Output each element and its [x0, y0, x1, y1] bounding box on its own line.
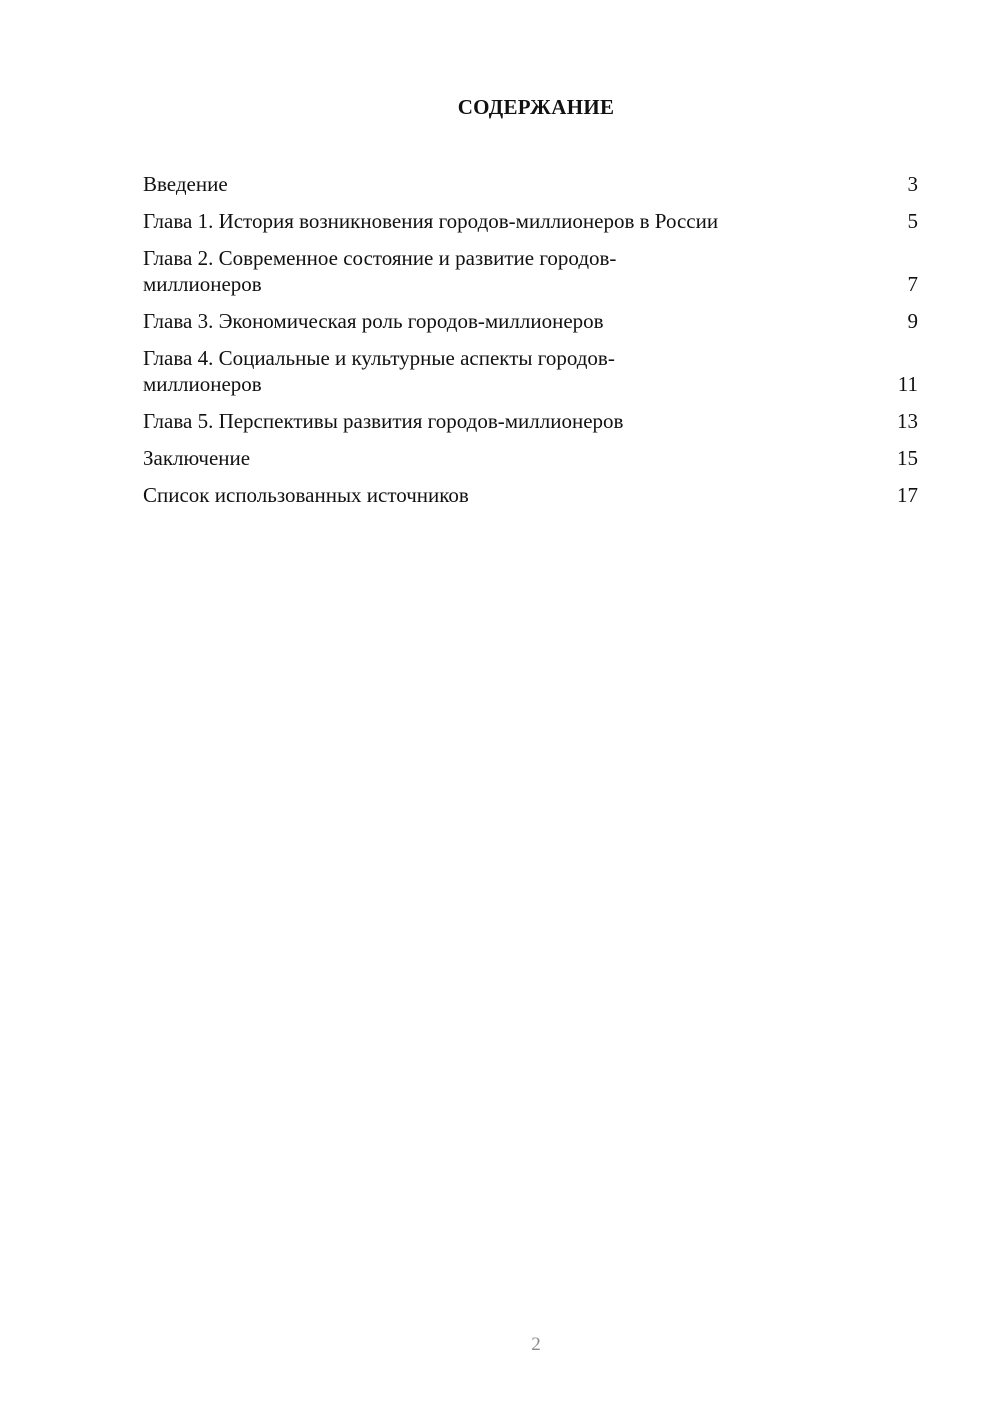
- toc-entry-page: 9: [907, 309, 918, 333]
- toc-entry-title: Введение: [143, 172, 228, 196]
- toc-entry-title: Глава 1. История возникновения городов-миллионеров в России: [143, 209, 719, 233]
- toc-entry-title: Глава 2. Современное состояние и развитие городов-миллионеров: [143, 246, 617, 296]
- toc-entry-page: 5: [907, 209, 918, 233]
- toc-entry-chapter-3: [143, 308, 918, 334]
- toc-entry-page: 17: [897, 483, 918, 507]
- toc-entry-title: Заключение: [143, 446, 251, 470]
- toc-entry-page: 15: [897, 446, 918, 470]
- toc-entry-conclusion: [143, 445, 918, 471]
- toc-entry-page: 11: [897, 372, 918, 396]
- toc-entry-title: Глава 3. Экономическая роль городов-миллионеров: [143, 309, 604, 333]
- toc-entry-page: 13: [897, 409, 918, 433]
- toc-entry-page: 3: [907, 172, 918, 196]
- page-number: 2: [531, 1334, 541, 1355]
- toc-entry-chapter-2: [143, 245, 918, 297]
- toc-entry-introduction: [143, 171, 918, 197]
- toc-entry-chapter-5: [143, 408, 918, 434]
- toc-heading: СОДЕРЖАНИЕ: [457, 95, 615, 119]
- toc-entry-chapter-1: [143, 208, 918, 234]
- toc-entry-page: 7: [907, 272, 918, 296]
- toc-entry-title: Глава 4. Социальные и культурные аспекты городов-миллионеров: [143, 346, 615, 396]
- toc-entry-references: [143, 482, 918, 508]
- toc-entry-title: Список использованных источников: [143, 483, 469, 507]
- toc-entry-title: Глава 5. Перспективы развития городов-миллионеров: [143, 409, 624, 433]
- toc-entry-chapter-4: [143, 345, 918, 397]
- table-of-contents: [143, 171, 918, 519]
